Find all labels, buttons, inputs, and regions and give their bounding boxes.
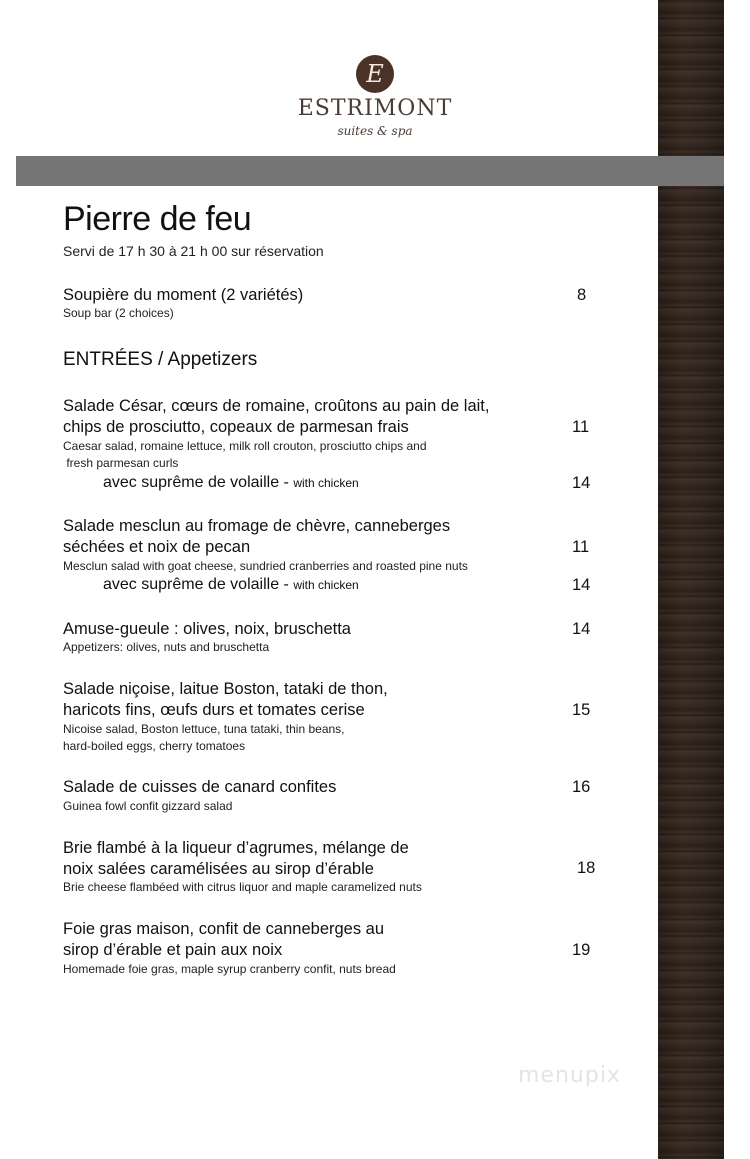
item-canard-en-1: Guinea fowl confit gizzard salad [63,799,233,813]
item-canard-fr-1: Salade de cuisses de canard confites [63,778,337,796]
item-amuse-price: 14 [572,620,591,638]
item-caesar-price: 11 [572,418,590,436]
item-caesar-option-price: 14 [572,474,591,492]
item-foiegras-en-1: Homemade foie gras, maple syrup cranberry confit, nuts bread [63,962,396,976]
item-foiegras-fr-1: Foie gras maison, confit de canneberges au [63,920,385,938]
item-mesclun-option [103,576,359,594]
soup-price: 8 [577,286,587,304]
option-label-en: with chicken [293,476,359,490]
item-mesclun-option-price: 14 [572,576,591,594]
item-canard-price: 16 [572,778,591,796]
item-brie-fr-1: Brie flambé à la liqueur d’agrumes, mélange de [63,839,409,857]
option-label-fr: avec suprême de volaille - [103,474,294,491]
item-mesclun-fr-2: séchées et noix de pecan [63,538,251,556]
item-brie-price: 18 [577,859,596,877]
item-mesclun-fr-1: Salade mesclun au fromage de chèvre, canneberges [63,517,451,535]
item-caesar-fr-1: Salade César, cœurs de romaine, croûtons au pain de lait, [63,397,490,415]
item-foiegras-price: 19 [572,941,591,959]
item-amuse-fr-1: Amuse-gueule : olives, noix, bruschetta [63,620,351,638]
soup-name-fr: Soupière du moment (2 variétés) [63,286,304,304]
menu-title: Pierre de feu [63,200,252,238]
right-margin [724,0,750,1159]
item-amuse-en-1: Appetizers: olives, nuts and bruschetta [63,640,270,654]
item-caesar-option [103,474,359,492]
logo-subtitle: suites & spa [337,124,413,138]
option-label-en: with chicken [293,578,359,592]
item-nicoise-en-1: Nicoise salad, Boston lettuce, tuna tataki, thin beans, [63,722,345,736]
option-label-fr: avec suprême de volaille - [103,576,294,593]
item-caesar-en-2: fresh parmesan curls [63,456,179,470]
item-mesclun-en-1: Mesclun salad with goat cheese, sundried cranberries and roasted pine nuts [63,559,468,573]
menu-subtitle: Servi de 17 h 30 à 21 h 00 sur réservation [63,243,324,259]
soup-name-en: Soup bar (2 choices) [63,306,174,320]
item-caesar-en-1: Caesar salad, romaine lettuce, milk roll crouton, prosciutto chips and [63,439,427,453]
item-mesclun-price: 11 [572,538,590,556]
item-foiegras-fr-2: sirop d’érable et pain aux noix [63,941,283,959]
item-nicoise-en-2: hard-boiled eggs, cherry tomatoes [63,739,246,753]
item-brie-en-1: Brie cheese flambéed with citrus liquor and maple caramelized nuts [63,880,422,894]
item-brie-fr-2: noix salées caramélisées au sirop d’érable [63,860,374,878]
header-banner [16,156,724,186]
estrimont-logo-icon: E [356,55,394,93]
watermark: menupix [518,1063,621,1088]
logo-name: ESTRIMONT [297,96,453,121]
item-nicoise-fr-2: haricots fins, œufs durs et tomates cerise [63,701,365,719]
item-nicoise-price: 15 [572,701,591,719]
item-caesar-fr-2: chips de prosciutto, copeaux de parmesan frais [63,418,409,436]
item-nicoise-fr-1: Salade niçoise, laitue Boston, tataki de thon, [63,680,388,698]
section-title: ENTRÉES / Appetizers [63,349,258,370]
